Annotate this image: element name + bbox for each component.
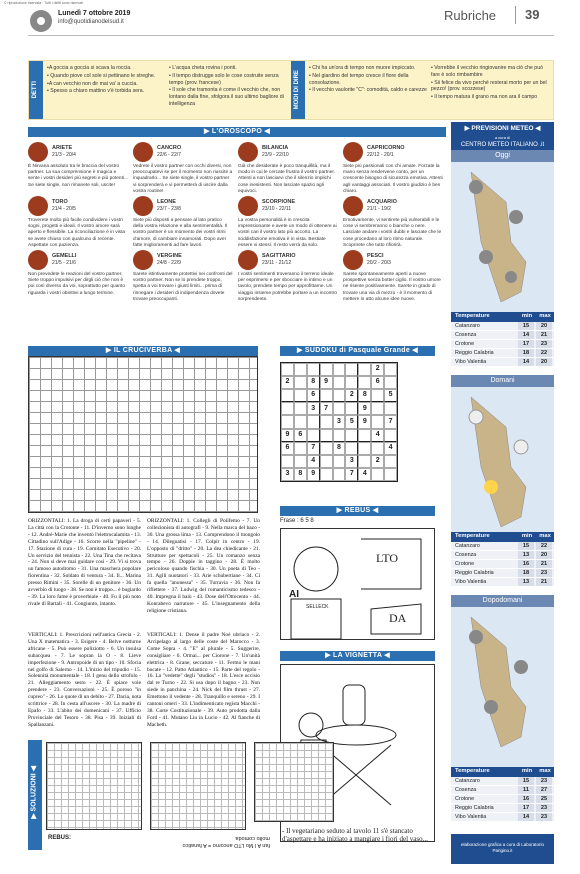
sudoku-cell[interactable] <box>294 389 307 402</box>
sudoku-grid[interactable] <box>280 362 398 482</box>
clues-vertical-1: VERTICALI: 1. Prescrizioni nell'antica Grecia - 2. Una X matematica - 3. Esigere - 4. Belve notturne africane - 5. Può essere poliziotto - 6. Un insulsa subacquea - 7. Le sopran la O - 8. Lieve imperfezione - 9. Antropoide di un tipo - 10. Sfocia nel golfo di Salerno - 14. L'inizio del tripudio - 15. Solennità monumentale - 18. I genu dello strofolo - 21. Alleggiamento sesto - 22. È spiace vole prendere - 23. Conversazioni - 25. È poroso "in cupreo" - 26. Lo quote di un debito - 27. Dacia, nota scrittrice - 28. In cesta all'uscere - 30. La madre di Epafo - 33. L'abito dei domenicani - 37. Ufficio Provinciale del Tesoro - 38. Pisa - 39. Iniziali di Spallanzani. <box>28 632 141 728</box>
sudoku-cell[interactable]: 8 <box>333 442 346 455</box>
modi-col-2: • Vorrebbe il vecchio ringiovanire ma ciò che può fare è solo rimbambire • Sii felice da vivo perché resterai morto per un bel pezzo! (prov. scozzese) • Il tempo matura il grano ma non ara il campo <box>431 65 547 100</box>
map-title-dopodomani: Dopodomani <box>451 595 554 607</box>
solution-sudoku <box>254 742 334 822</box>
rebus-solution: fan A l Mo LTO ancorno = A fanatico molto comoda <box>182 834 270 848</box>
zodiac-icon <box>343 196 363 216</box>
sign-text: Sarete istintivamente protettivi nei confronti del vostro partner. Non se lo prendete troppo, spetta a voi trovare i giusti limiti... prima di rinnegare i desideri di indipendenza dovete trovare preoccupanti. <box>133 272 233 302</box>
sign-date: 22/6 - 22/7 <box>157 152 181 158</box>
sudoku-cell[interactable] <box>320 415 333 428</box>
sign-date: 23/11 - 21/12 <box>262 260 292 266</box>
sign-name: GEMELLI <box>52 253 77 259</box>
map-title-domani: Domani <box>451 375 554 387</box>
rebus-image <box>280 528 435 640</box>
temp-table-oggi: Temperature min max Catanzaro 15 20 Cosenza 14 21 Crotone 17 23 Reggio Calabria 18 22 Vibo Valentia 14 20 <box>451 312 554 367</box>
sudoku-cell[interactable] <box>320 363 333 376</box>
zodiac-icon <box>343 142 363 162</box>
detti-col-1: •A goccia a goccia si scava la roccia. • Quando piove col sole si pettinano le streghe. •A can vecchio non dir mai va' a cuccia. • Spesso a chiaro mattino v'è torbida sera. <box>47 65 156 95</box>
sudoku-cell[interactable] <box>281 415 294 428</box>
temp-row: Catanzaro 15 22 <box>451 542 554 551</box>
sign-name: ACQUARIO <box>367 199 397 205</box>
sudoku-cell[interactable]: 3 <box>333 415 346 428</box>
sudoku-cell[interactable]: 8 <box>358 389 371 402</box>
temp-row: Cosenza 14 21 <box>451 331 554 340</box>
sudoku-cell[interactable]: 9 <box>320 376 333 389</box>
sudoku-cell[interactable] <box>345 429 358 442</box>
map-domani <box>451 387 554 532</box>
sudoku-cell[interactable] <box>294 415 307 428</box>
temp-row: Reggio Calabria 17 23 <box>451 804 554 813</box>
zodiac-icon <box>238 142 258 162</box>
sudoku-cell[interactable] <box>281 455 294 468</box>
sign-date: 21/5 - 21/6 <box>52 260 76 266</box>
sudoku-cell[interactable] <box>320 429 333 442</box>
temp-row: Vibo Valentia 14 23 <box>451 813 554 822</box>
page-number: 39 <box>525 7 540 22</box>
temp-row: Crotone 16 25 <box>451 795 554 804</box>
sudoku-cell[interactable] <box>345 376 358 389</box>
soluzioni-label: ▶ SOLUZIONI ◀ <box>28 740 42 850</box>
sudoku-cell[interactable] <box>371 402 384 415</box>
sudoku-cell[interactable] <box>384 429 397 442</box>
sudoku-cell[interactable]: 5 <box>345 415 358 428</box>
sudoku-cell[interactable]: 4 <box>384 442 397 455</box>
sign-name: BILANCIA <box>262 145 289 151</box>
rebus-da: DA <box>389 611 407 625</box>
sudoku-cell[interactable]: 7 <box>307 442 320 455</box>
sudoku-cell[interactable] <box>384 376 397 389</box>
sudoku-cell[interactable] <box>281 389 294 402</box>
oroscopo-banner: ▶ L'OROSCOPO ◀ <box>28 127 446 137</box>
crossword-grid[interactable] <box>28 356 258 513</box>
sudoku-cell[interactable] <box>358 455 371 468</box>
sudoku-cell[interactable] <box>294 455 307 468</box>
rebus-drawing-icon <box>281 529 436 641</box>
sudoku-cell[interactable]: 3 <box>307 402 320 415</box>
sign-text: Vedrete il vostro partner con occhi diversi, non preoccupatevi se per il momento non riuscite a inquadrarlo... Se siete single, il vostro partner vi sorprenderà e vi permetterà di uscire dalla vostra routine! <box>133 164 233 194</box>
sudoku-cell[interactable]: 7 <box>320 402 333 415</box>
sudoku-cell[interactable]: 6 <box>371 376 384 389</box>
sudoku-cell[interactable] <box>333 455 346 468</box>
sudoku-cell[interactable]: 8 <box>307 376 320 389</box>
sign-date: 20/2 - 20/3 <box>367 260 391 266</box>
sudoku-cell[interactable]: 3 <box>345 455 358 468</box>
temp-row: Vibo Valentia 13 21 <box>451 578 554 587</box>
clues-horizontal-2: ORIZZONTALI: 1. Collegli di Polifemo - 7. Un collezionista di autografi - 9. Nella marca del bazo - 30. Una grossa lima - 13. Comprendono il mongolo - 14. Dileguatisi - 17. Colpir in centro - 19. L'opposto di "dritto" - 20. La dea chiedicante - 21. Strutture per spettacoli - 25. Un romanzo senza tempo - 26. Doppie in taggino - 28. È molto pericoloso quando fischia - 30. Un poeta di Teo - 31. Agili nuotatori - 33. Arie schubertiane - 34. Ci fa quella "anonessa" - 35. Turravia - 36. Non fa riflettere - 37. Ludwig del romanticismo tedesco - 40. Impregna il baiù - 43. Dose dell'Ottocento - 44. Konrabevo narratore - 45. L'insegnamento della religione cristiana. <box>147 518 260 614</box>
sign-date: 24/8 - 22/9 <box>157 260 181 266</box>
sudoku-cell[interactable] <box>307 415 320 428</box>
sudoku-cell[interactable] <box>307 429 320 442</box>
sign-name: ARIETE <box>52 145 73 151</box>
sudoku-cell[interactable] <box>384 402 397 415</box>
zodiac-icon <box>133 142 153 162</box>
header-divider <box>515 6 516 24</box>
vignetta-banner: ▶ LA VIGNETTA ◀ <box>280 651 435 661</box>
meteo-title: ▶ PREVISIONI METEO ◀ <box>464 125 541 132</box>
sudoku-banner: ▶ SUDOKU di Pasquale Grande ◀ <box>280 346 435 356</box>
sudoku-cell[interactable]: 2 <box>345 389 358 402</box>
sign-name: SAGITTARIO <box>262 253 296 259</box>
sign-text: Siete più disposti a pensare al lato pratico della vostra relazione e alla sentimentalità. Il vostro partner è un momento dei vostri ritmi d'amore, di cambiare innamorati. Dopo aver fatte miglioramenti ad fare lavori. <box>133 218 228 248</box>
sudoku-cell[interactable]: 2 <box>371 363 384 376</box>
sign-name: PESCI <box>367 253 384 259</box>
sign-text: I vostri sentimenti troveranno il terreno ideale per esprimersi e per sbocciare in intimo e un tavolo, prendete tempo per approfittarne. Un viaggio insieme potrebbe portare a un incontro sorprendente. <box>238 272 337 302</box>
sudoku-cell[interactable] <box>358 363 371 376</box>
temp-table-dopodomani: Temperature min max Catanzaro 15 23 Cosenza 11 27 Crotone 16 25 Reggio Calabria 17 23 Vibo Valentia 14 23 <box>451 767 554 822</box>
sudoku-cell[interactable]: 6 <box>294 429 307 442</box>
sudoku-cell[interactable] <box>320 442 333 455</box>
sudoku-cell[interactable] <box>384 455 397 468</box>
contact-email[interactable]: info@quotidianodelsud.it <box>58 19 124 25</box>
modi-label: MODI DI DIRE <box>291 61 305 119</box>
sign-date: 23/9 - 22/10 <box>262 152 289 158</box>
sudoku-cell[interactable] <box>320 389 333 402</box>
sudoku-cell[interactable]: 6 <box>307 389 320 402</box>
sudoku-cell[interactable]: 9 <box>358 402 371 415</box>
map-oggi <box>451 162 554 312</box>
zodiac-icon <box>28 142 48 162</box>
sign-name: CAPRICORNO <box>367 145 405 151</box>
temp-row: Catanzaro 15 20 <box>451 322 554 331</box>
meteo-sub: a cura di <box>494 135 511 141</box>
sudoku-cell[interactable]: 3 <box>281 468 294 481</box>
sudoku-cell[interactable] <box>307 363 320 376</box>
sudoku-cell[interactable] <box>333 429 346 442</box>
rebus-frase: Frase : 6 5 8 <box>280 518 314 524</box>
meteo-panel <box>451 122 554 871</box>
sudoku-cell[interactable]: 2 <box>371 455 384 468</box>
meteo-brand: CENTRO METEO ITALIANO .it <box>460 142 545 149</box>
cruciverba-banner: ▶ IL CRUCIVERBA ◀ <box>28 346 258 356</box>
sudoku-cell[interactable]: 5 <box>384 389 397 402</box>
section-title: Rubriche <box>444 8 497 23</box>
sudoku-cell[interactable] <box>358 442 371 455</box>
sudoku-cell[interactable] <box>294 363 307 376</box>
modi-col-1: • Chi ha un'ora di tempo non muore impiccato. • Nel giardino del tempo cresce il fiore della consolazione. • Il vecchio vaulorite "C": comodità, caldo e carezze <box>309 65 427 94</box>
solution-crossword-1 <box>46 742 142 830</box>
zodiac-icon <box>28 196 48 216</box>
rebus-solution-label: REBUS: <box>48 835 72 841</box>
sudoku-cell[interactable] <box>333 376 346 389</box>
sudoku-cell[interactable] <box>294 376 307 389</box>
solution-crossword-2 <box>150 742 246 830</box>
sudoku-cell[interactable] <box>281 402 294 415</box>
temp-row: Reggio Calabria 18 22 <box>451 349 554 358</box>
sudoku-cell[interactable] <box>384 363 397 376</box>
sudoku-cell[interactable] <box>358 429 371 442</box>
zodiac-icon <box>238 250 258 270</box>
sign-date: 22/12 - 20/1 <box>367 152 394 158</box>
detti-box <box>28 60 554 120</box>
sign-name: CANCRO <box>157 145 182 151</box>
sign-text: Già che desiderate è poco tranquillità, ma il modo in cui le cercate frustra il vostro partner. Attenti a non lasciarvi che il silenzio implichi cose inesistenti. Non lasciate spazio agli equivoci. <box>238 164 336 194</box>
sign-name: LEONE <box>157 199 176 205</box>
sign-text: Siete più passionali con chi amate. Forzate la mano senza rendervene conto, per un crescente bisogno di sicurezza emotiva. Attenti agli vantaggi associati. Il vostro giudizio è ben chiaro. <box>343 164 443 194</box>
detti-label: DETTI <box>29 61 43 119</box>
map-title-oggi: Oggi <box>451 150 554 162</box>
sudoku-cell[interactable] <box>294 402 307 415</box>
meteo-credit: elaborazione grafica a cura di Laboratorio Parigino.it <box>451 834 554 864</box>
sign-name: TORO <box>52 199 68 205</box>
sudoku-cell[interactable]: 8 <box>294 468 307 481</box>
sudoku-cell[interactable]: 9 <box>281 429 294 442</box>
zodiac-icon <box>238 196 258 216</box>
temp-row: Crotone 16 21 <box>451 560 554 569</box>
calabria-map-icon <box>451 162 554 312</box>
sign-date: 21/3 - 20/4 <box>52 152 76 158</box>
copyright-note: © riproduzione riservata · Tutti i diritti sono riservati <box>4 1 83 5</box>
sign-name: SCORPIONE <box>262 199 296 205</box>
sudoku-cell[interactable] <box>320 468 333 481</box>
sudoku-cell[interactable] <box>371 415 384 428</box>
sign-text: È Nirvana assoluto tra le braccia del vostro partner. La sua comprensione è magica e sente i vostri desideri più segreti e più potenti... Se siete single, non rimanete soli, uscite! <box>28 164 128 188</box>
sign-text: La vostra personalità è in crescita impressionante e avete un modo di ottenere ai vostri cari il vostro lato più accorto. La soddisfazione emotiva è in vista. Bestiate essere vi stessi. Il resto verrà da solo. <box>238 218 337 248</box>
sudoku-cell[interactable] <box>320 455 333 468</box>
rebus-ai: AI <box>289 589 299 600</box>
sudoku-cell[interactable] <box>345 363 358 376</box>
calabria-map-icon <box>451 607 554 767</box>
clues-horizontal-1: ORIZZONTALI: 1. La droga di certi papaveri - 5. La città con la Crotonte - 11. D'inverno sono lunghe - 12. André-Marie che inventò l'elettrocalamita - 13. Cittadino sull'Adige - 16. Scorre nella "pipeline" - 17. Stazione di cura - 19. Comitato Esecutivo - 20. Un servizio del tennista - 22. Una Tina che recitava - 24. Non si deve mai guidare così - 29. Vi si trova un famoso autodromo - 31. Una maschera popolare fiorentina - 32. Soldato di ventura - 34. Il... Marina presso Rimini - 35. Sorelle di un genitore - 36. Un avverbio di luogo - 38. Se non è troppo... è bugiardo - 39. La loro fame è proverbiale - 40. Fu il più noto rivale di Bartali - 41. Congiunto, intanto. <box>28 518 141 607</box>
sign-text: Non prevedete le reazioni del vostro partner. Siete troppo impulsivi per dirgli ciò che non è poi così diverso da voi, soprattutto per quanto riguarda i vostri obiettivi a lungo termine. <box>28 272 126 296</box>
sudoku-cell[interactable] <box>333 389 346 402</box>
zodiac-icon <box>133 196 153 216</box>
sudoku-cell[interactable] <box>371 389 384 402</box>
rebus-lto: LTO <box>376 551 399 565</box>
sign-text: Emotivamente, vi sentirete più vulnerabili e le cose vi sembreranno o bianche o nere. Lasciate andare i vostri dubbi e lasciate che le cose procedano al loro ritmo naturale. Scoprirete che tutto rifiorirà. <box>343 218 442 248</box>
header-rule <box>28 35 554 36</box>
sudoku-cell[interactable]: 9 <box>307 468 320 481</box>
vignetta-caption: - Il vegetariano seduto al tavolo 11 s'è stancato d'aspettare e ha iniziato a mangiare i fiori del vaso... <box>282 827 428 844</box>
sudoku-cell[interactable] <box>294 442 307 455</box>
sign-date: 21/4 - 20/5 <box>52 206 76 212</box>
temp-row: Crotone 17 23 <box>451 340 554 349</box>
sign-date: 23/7 - 23/8 <box>157 206 181 212</box>
sudoku-cell[interactable]: 7 <box>384 415 397 428</box>
sudoku-cell[interactable]: 2 <box>281 376 294 389</box>
temp-row: Catanzaro 15 23 <box>451 777 554 786</box>
sudoku-cell[interactable]: 7 <box>345 468 358 481</box>
sudoku-cell[interactable] <box>333 402 346 415</box>
sudoku-cell[interactable] <box>384 468 397 481</box>
issue-date: Lunedì 7 ottobre 2019 <box>58 10 131 17</box>
detti-col-2: • L'acqua cheta rovina i ponti. • Il tempo distrugge solo le cose costruite senza tempo (prov. francese) • Il sole che tramonta è come il vecchio che, non lontano dalla fine, sfolgora il suo ultimo bagliore di intelligenza <box>169 65 284 107</box>
temp-row: Reggio Calabria 18 23 <box>451 569 554 578</box>
sudoku-cell[interactable]: 4 <box>307 455 320 468</box>
zodiac-icon <box>133 250 153 270</box>
rebus-banner: ▶ REBUS ◀ <box>280 506 435 516</box>
temp-row: Vibo Valentia 14 20 <box>451 358 554 367</box>
sign-text: Troverete molto più facile condividere i vostri sogni, progetti e ideali. Il vostro amore sarà aperto e flessibile. La riconciliazione è in vista se avete chiuso con qualcuno di recente. Aspettate con pazienza. <box>28 218 126 248</box>
rebus-selleck: SELLECK <box>306 604 329 610</box>
temp-row: Cosenza 13 20 <box>451 551 554 560</box>
newspaper-logo-icon <box>30 10 52 32</box>
sudoku-cell[interactable] <box>345 402 358 415</box>
map-dopodomani <box>451 607 554 767</box>
sudoku-cell[interactable]: 6 <box>281 442 294 455</box>
calabria-map-icon <box>451 387 554 532</box>
sudoku-cell[interactable] <box>333 468 346 481</box>
sudoku-cell[interactable] <box>281 363 294 376</box>
sudoku-cell[interactable]: 9 <box>358 415 371 428</box>
sign-name: VERGINE <box>157 253 182 259</box>
zodiac-icon <box>28 250 48 270</box>
zodiac-icon <box>343 250 363 270</box>
sudoku-cell[interactable] <box>345 442 358 455</box>
temp-table-domani: Temperature min max Catanzaro 15 22 Cosenza 13 20 Crotone 16 21 Reggio Calabria 18 23 Vibo Valentia 13 21 <box>451 532 554 587</box>
sudoku-cell[interactable] <box>371 442 384 455</box>
clues-vertical-2: VERTICALI: 1. Dense il padre Noè ubriaco - 2. Arcipelago al largo delle coste del Marocco - 3. Come Sopra - 4. "E" al plurale - 5. Suggerire, consigliare - 6. Ormai... per Ciorone - 7. Un'unità elettrica - 8. Grane, seccature - 11. Fermo le mani bucate - 12. Patto Atlantico - 15. Parte del regolo - 16. La "vedette" degli "studios" - 18. L'esce uccisio dal re Turno - 22. Si usa dopo il bagno - 23. Non siede in panchina - 24. Nick del film thrust - 27. Emettono il vedente - 28. Tranquillo e sereno - 29. I cantoni omeri - 33. L'indimenticato regista Macchi - 38. Corte Costituzionale - 39. Auto prodotta dalla Ford - 41. Mutano Liu in Lucio - 42. Al fianche di Macbeth. <box>147 632 260 728</box>
sudoku-cell[interactable] <box>333 363 346 376</box>
sign-date: 21/1 - 19/2 <box>367 206 391 212</box>
sign-date: 23/10 - 22/11 <box>262 206 292 212</box>
sign-text: Sarete spontaneamente aperti a nuove prospettive senza botter ciglio. Il vostro umore ne risente positivamente. Sarete in grado di trovare una via di mezzo - è il momento di mettere in atto alcune idee nuove. <box>343 272 441 302</box>
sudoku-cell[interactable] <box>358 376 371 389</box>
sudoku-cell[interactable]: 4 <box>371 429 384 442</box>
sudoku-cell[interactable] <box>371 468 384 481</box>
temp-row: Cosenza 11 27 <box>451 786 554 795</box>
sudoku-cell[interactable]: 4 <box>358 468 371 481</box>
